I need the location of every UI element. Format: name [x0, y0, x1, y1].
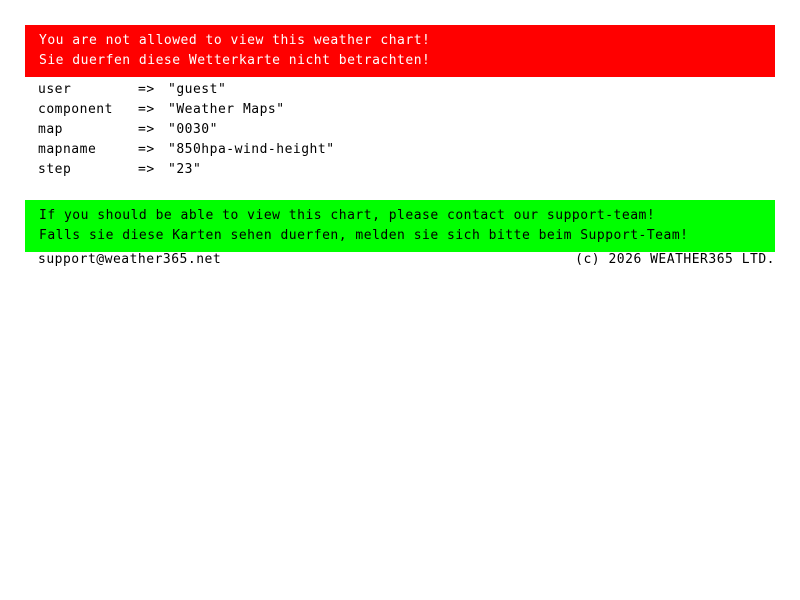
parameter-row [38, 100, 758, 120]
support-banner [25, 200, 775, 252]
error-message-de: Sie duerfen diese Wetterkarte nicht betrachten! [39, 53, 431, 68]
parameter-row [38, 160, 758, 180]
parameter-row [38, 120, 758, 140]
parameter-arrow: => [138, 102, 155, 117]
parameter-key: map [38, 122, 63, 137]
parameter-row [38, 80, 758, 100]
parameter-list [38, 80, 758, 180]
support-email-link[interactable]: support@weather365.net [38, 252, 222, 267]
parameter-key: step [38, 162, 72, 177]
page-footer [38, 250, 775, 270]
error-banner [25, 25, 775, 77]
parameter-value: "Weather Maps" [168, 102, 285, 117]
parameter-arrow: => [138, 142, 155, 157]
parameter-key: user [38, 82, 72, 97]
parameter-key: mapname [38, 142, 97, 157]
parameter-value: "23" [168, 162, 202, 177]
parameter-arrow: => [138, 162, 155, 177]
parameter-arrow: => [138, 82, 155, 97]
copyright-text: (c) 2026 WEATHER365 LTD. [575, 252, 775, 267]
parameter-value: "850hpa-wind-height" [168, 142, 335, 157]
error-message-en: You are not allowed to view this weather chart! [39, 33, 431, 48]
parameter-value: "0030" [168, 122, 218, 137]
support-message-en: If you should be able to view this chart, please contact our support-team! [39, 208, 656, 223]
parameter-arrow: => [138, 122, 155, 137]
parameter-key: component [38, 102, 113, 117]
support-message-de: Falls sie diese Karten sehen duerfen, melden sie sich bitte beim Support-Team! [39, 228, 689, 243]
parameter-row [38, 140, 758, 160]
parameter-value: "guest" [168, 82, 227, 97]
